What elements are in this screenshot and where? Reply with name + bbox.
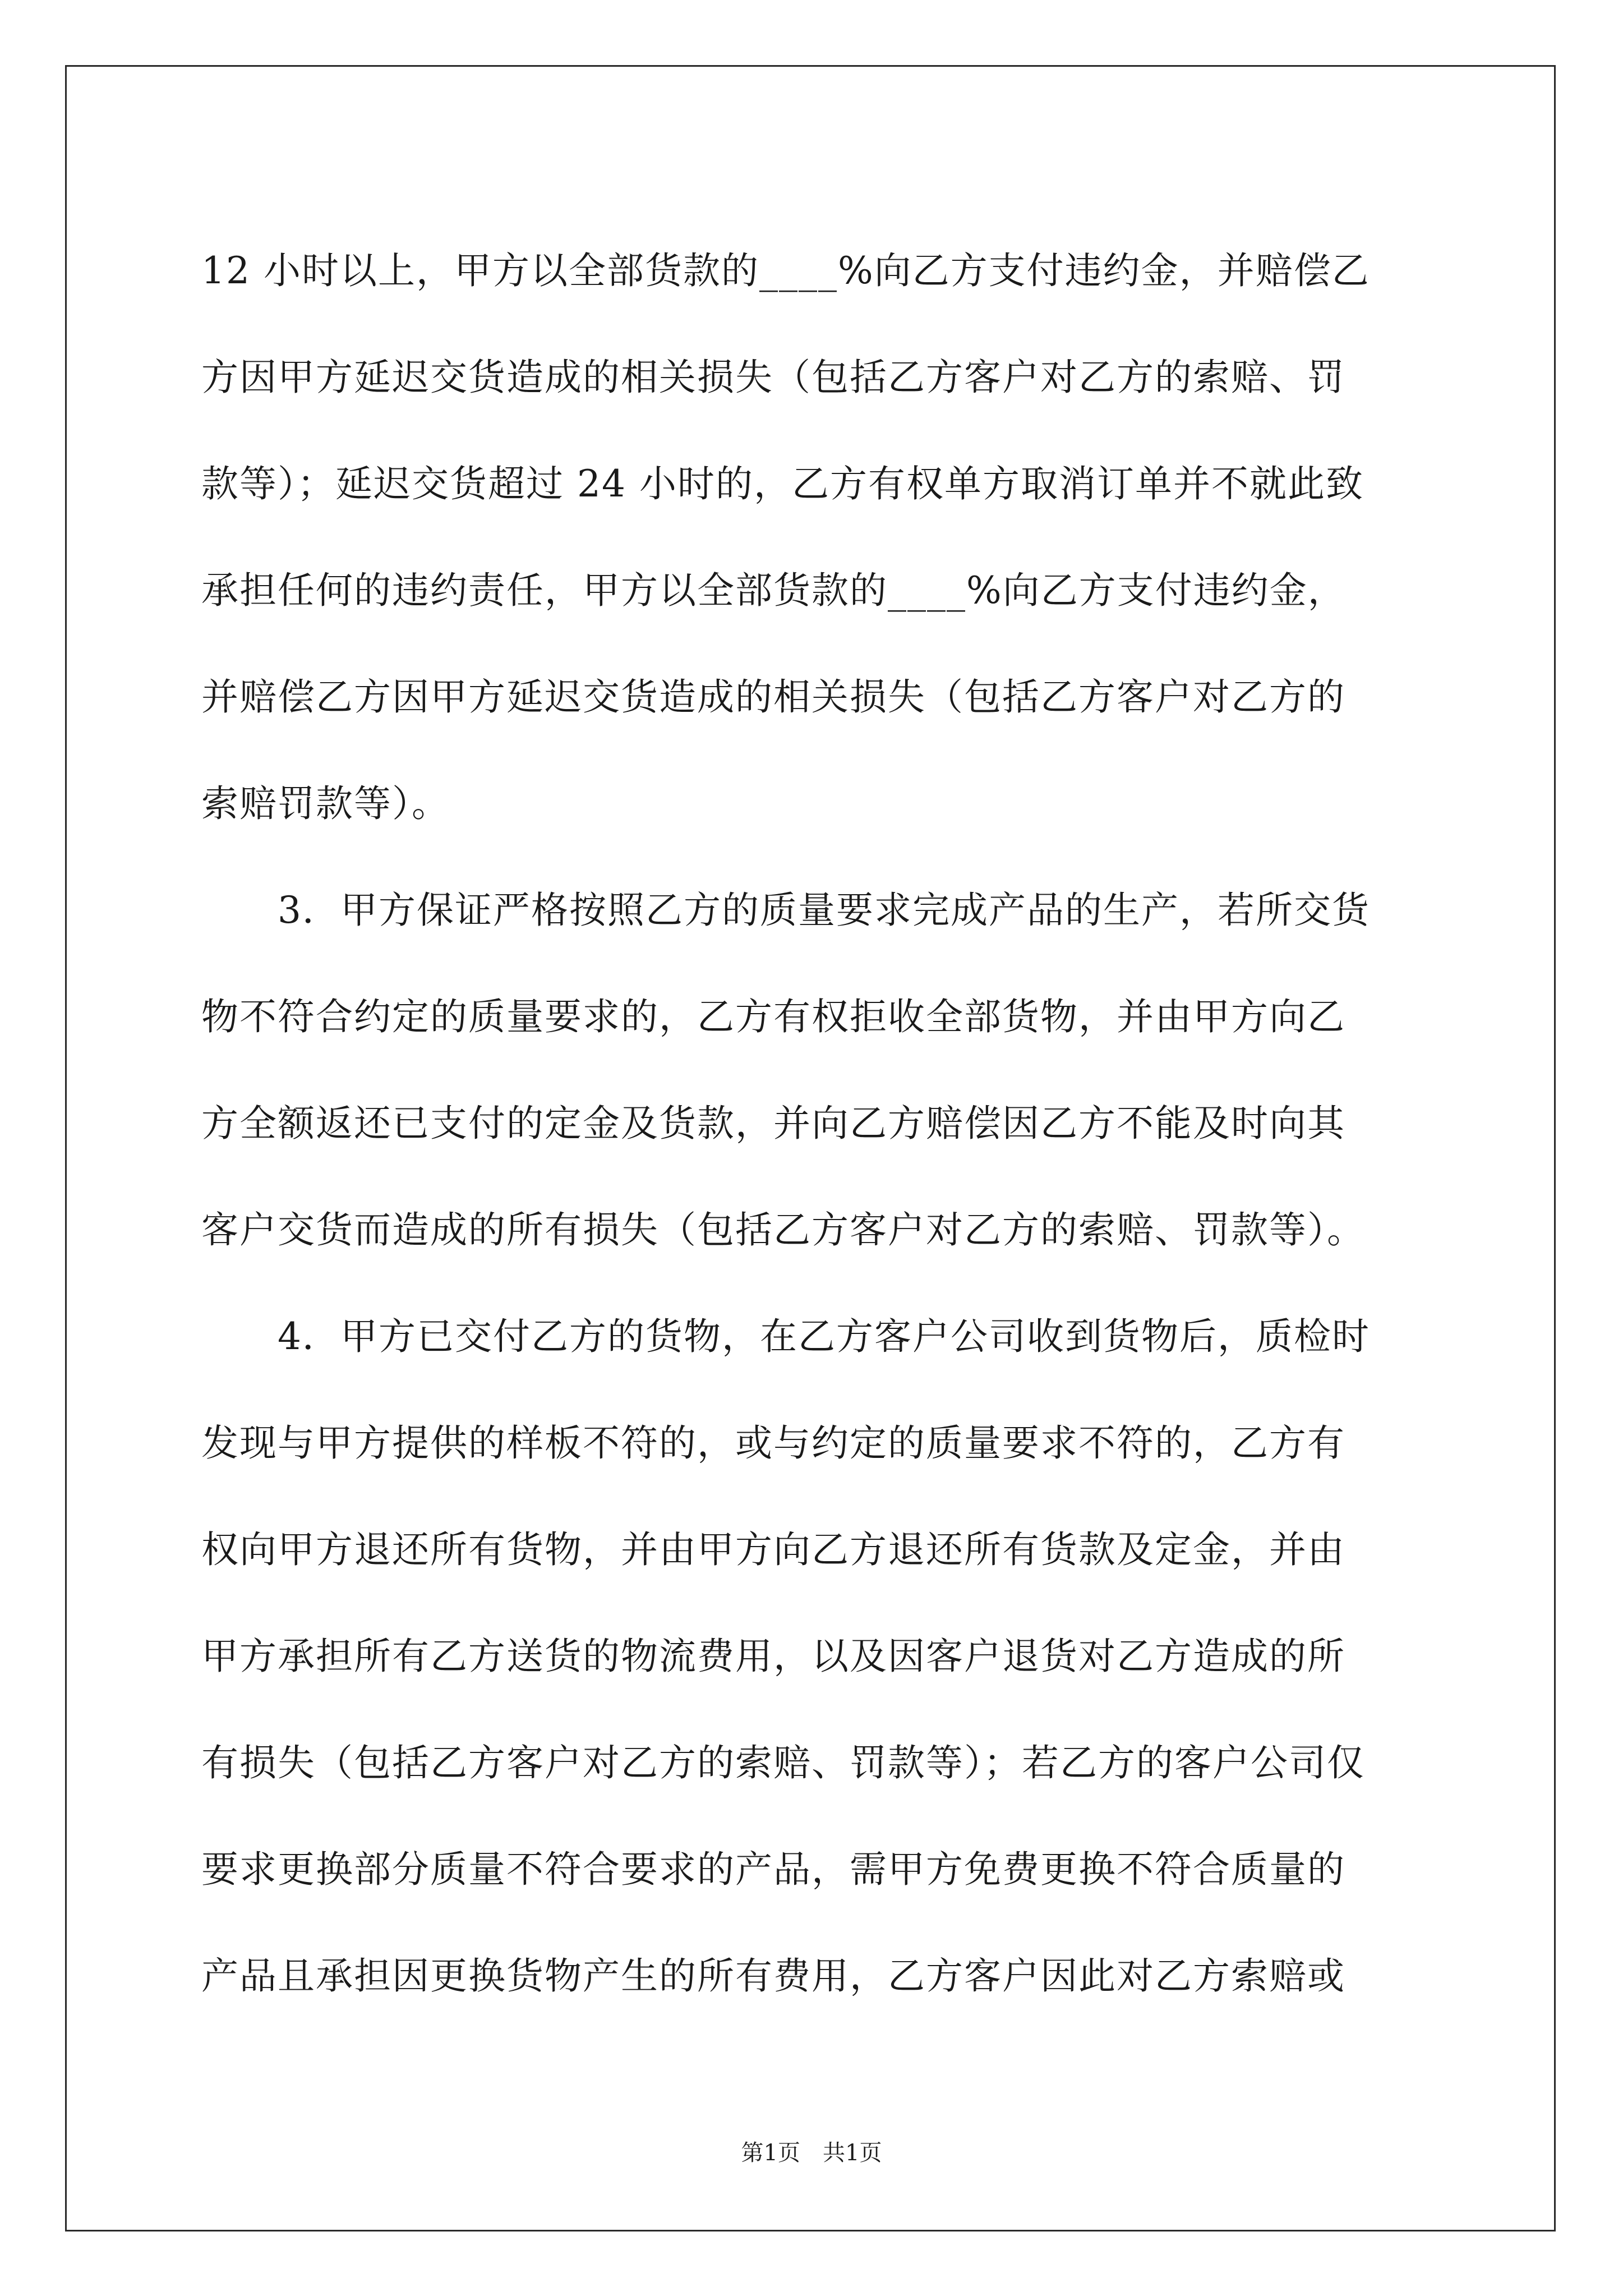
text-line: 方全额返还已支付的定金及货款，并向乙方赔偿因乙方不能及时向其: [201, 1102, 1345, 1145]
text-line: 方因甲方延迟交货造成的相关损失（包括乙方客户对乙方的索赔、罚: [201, 356, 1345, 399]
document-body: [201, 218, 1433, 2030]
text-line: 甲方承担所有乙方送货的物流费用，以及因客户退货对乙方造成的所: [201, 1635, 1345, 1678]
text-line: 3．甲方保证严格按照乙方的质量要求完成产品的生产，若所交货: [201, 889, 1370, 932]
page-number-footer: 第1页 共1页: [741, 2140, 882, 2166]
text-line: 发现与甲方提供的样板不符的，或与约定的质量要求不符的，乙方有: [201, 1421, 1345, 1465]
text-line: 索赔罚款等）。: [201, 782, 450, 825]
text-line: 有损失（包括乙方客户对乙方的索赔、罚款等）；若乙方的客户公司仅: [201, 1741, 1365, 1784]
text-line: 并赔偿乙方因甲方延迟交货造成的相关损失（包括乙方客户对乙方的: [201, 675, 1345, 719]
text-line: 要求更换部分质量不符合要求的产品，需甲方免费更换不符合质量的: [201, 1848, 1345, 1891]
text-line: 承担任何的违约责任，甲方以全部货款的____%向乙方支付违约金，: [201, 569, 1346, 612]
text-line: 12 小时以上，甲方以全部货款的____%向乙方支付违约金，并赔偿乙: [201, 249, 1370, 292]
text-line: 物不符合约定的质量要求的，乙方有权拒收全部货物，并由甲方向乙: [201, 995, 1345, 1038]
text-line: 权向甲方退还所有货物，并由甲方向乙方退还所有货款及定金，并由: [201, 1528, 1345, 1571]
text-line: 产品且承担因更换货物产生的所有费用，乙方客户因此对乙方索赔或: [201, 1954, 1345, 1998]
text-line: 款等）；延迟交货超过 24 小时的，乙方有权单方取消订单并不就此致: [201, 462, 1364, 505]
text-line: 4．甲方已交付乙方的货物，在乙方客户公司收到货物后，质检时: [201, 1315, 1370, 1358]
text-line: 客户交货而造成的所有损失（包括乙方客户对乙方的索赔、罚款等）。: [201, 1208, 1365, 1251]
